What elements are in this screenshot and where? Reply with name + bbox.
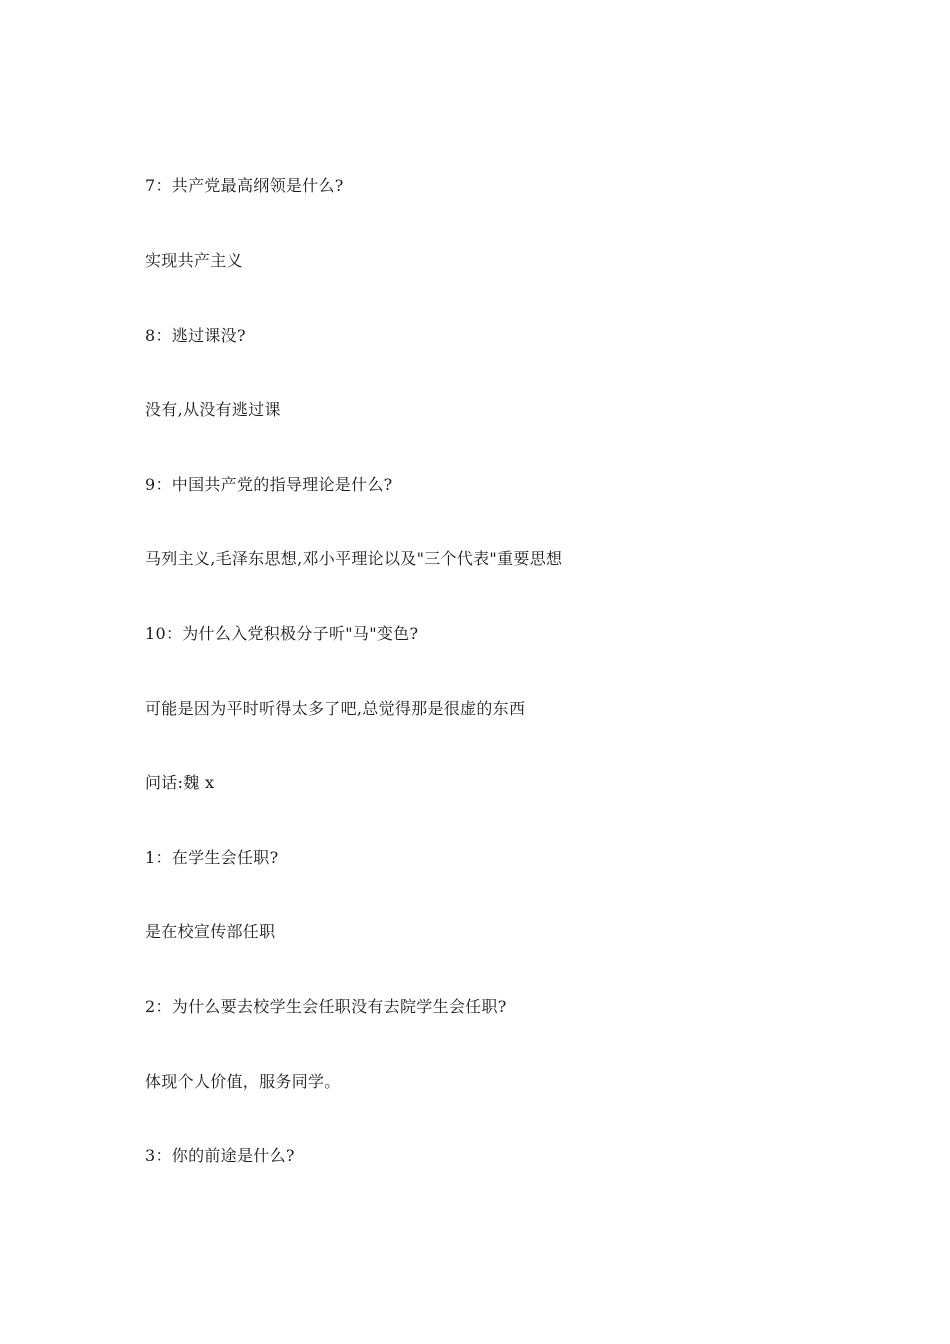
question-1: 1：在学生会任职?: [145, 848, 279, 867]
answer-8: 没有,从没有逃过课: [145, 400, 281, 419]
interviewee-heading: 问话:魏 x: [145, 773, 215, 792]
question-7: 7：共产党最高纲领是什么?: [145, 176, 344, 195]
question-8: 8：逃过课没?: [145, 326, 246, 345]
answer-7: 实现共产主义: [145, 251, 243, 270]
question-9: 9：中国共产党的指导理论是什么?: [145, 475, 393, 494]
answer-2: 体现个人价值，服务同学。: [145, 1072, 341, 1091]
question-3: 3：你的前途是什么?: [145, 1146, 295, 1165]
question-10: 10：为什么入党积极分子听"马"变色?: [145, 624, 419, 643]
answer-9: 马列主义,毛泽东思想,邓小平理论以及"三个代表"重要思想: [145, 549, 563, 568]
answer-1: 是在校宣传部任职: [145, 922, 276, 941]
question-2: 2：为什么要去校学生会任职没有去院学生会任职?: [145, 997, 507, 1016]
answer-10: 可能是因为平时听得太多了吧,总觉得那是很虚的东西: [145, 699, 526, 718]
